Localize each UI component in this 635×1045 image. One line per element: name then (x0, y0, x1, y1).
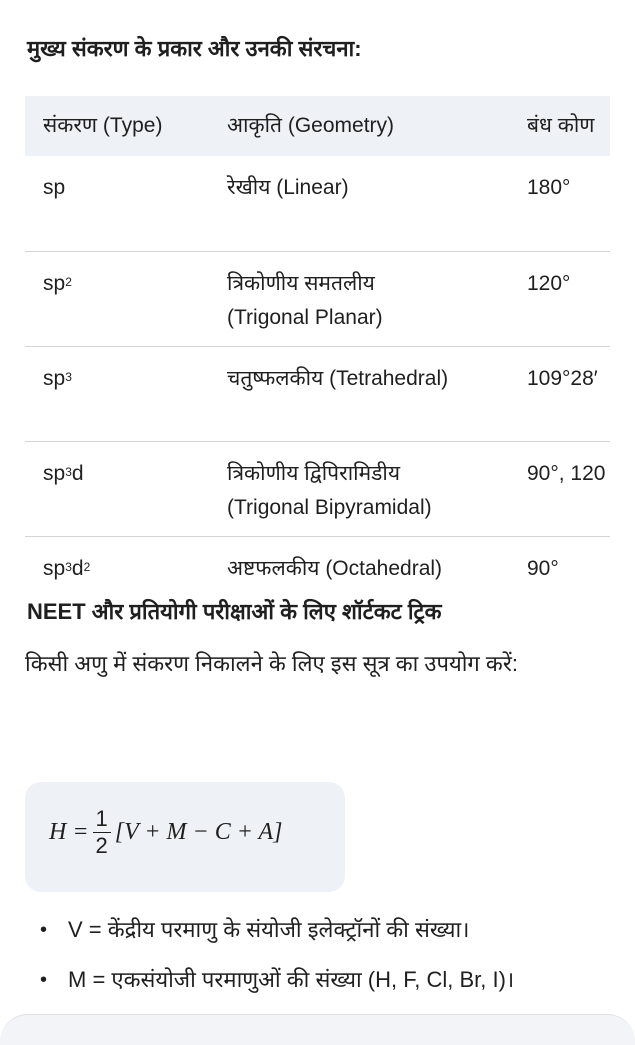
table-header (25, 96, 610, 156)
cell-angle: 120° (527, 272, 571, 295)
formula-rhs: [V + M − C + A] (114, 819, 283, 845)
formula-numerator: 1 (93, 806, 111, 833)
section-heading: मुख्य संकरण के प्रकार और उनकी संरचना: (27, 36, 362, 61)
table-row (25, 156, 610, 251)
cell-type: sp (43, 176, 66, 199)
cell-geometry: त्रिकोणीय द्विपिरामिडीय (Trigonal Bipyramidal) (227, 462, 432, 519)
cell-angle: 109°28′ (527, 367, 598, 390)
hybridization-formula (49, 806, 283, 859)
header-geometry: आकृति (Geometry) (227, 114, 395, 137)
cell-type: $sp^2$ (43, 272, 72, 295)
cell-geometry: रेखीय (Linear) (227, 176, 349, 199)
table-row (25, 251, 610, 347)
cell-type: $sp^3d$ (43, 462, 84, 485)
formula-denominator: 2 (95, 833, 108, 858)
shortcut-heading: NEET और प्रतियोगी परीक्षाओं के लिए शॉर्टकट ट्रिक (27, 599, 442, 624)
cell-angle: 90°, 120 (527, 462, 606, 485)
table-row (25, 536, 610, 580)
table-row (25, 346, 610, 442)
variable-list (40, 905, 514, 1005)
table-row (25, 441, 610, 537)
header-type: संकरण (Type) (43, 114, 163, 137)
cell-type: $sp^3$ (43, 367, 72, 390)
list-item: • V = केंद्रीय परमाणु के संयोजी इलेक्ट्रॉनों की संख्या। (40, 905, 514, 955)
cell-geometry: अष्टफलकीय (Octahedral) (227, 557, 443, 580)
hybridization-table (25, 96, 610, 580)
cell-type: $sp^3d^2$ (43, 557, 91, 580)
list-item: • M = एकसंयोजी परमाणुओं की संख्या (H, F, Cl, Br, I)। (40, 955, 514, 1005)
formula-box (25, 782, 345, 892)
cell-geometry: त्रिकोणीय समतलीय (Trigonal Planar) (227, 272, 383, 329)
cell-angle: 90° (527, 557, 559, 580)
header-angle: बंध कोण (527, 114, 595, 137)
bottom-sheet-edge[interactable] (0, 1014, 635, 1045)
cell-angle: 180° (527, 176, 571, 199)
cell-geometry: चतुष्फलकीय (Tetrahedral) (227, 367, 449, 390)
formula-lhs: H = (49, 819, 89, 845)
formula-fraction (93, 806, 111, 859)
instruction-text: किसी अणु में संकरण निकालने के लिए इस सूत्र का उपयोग करें: (25, 651, 518, 676)
